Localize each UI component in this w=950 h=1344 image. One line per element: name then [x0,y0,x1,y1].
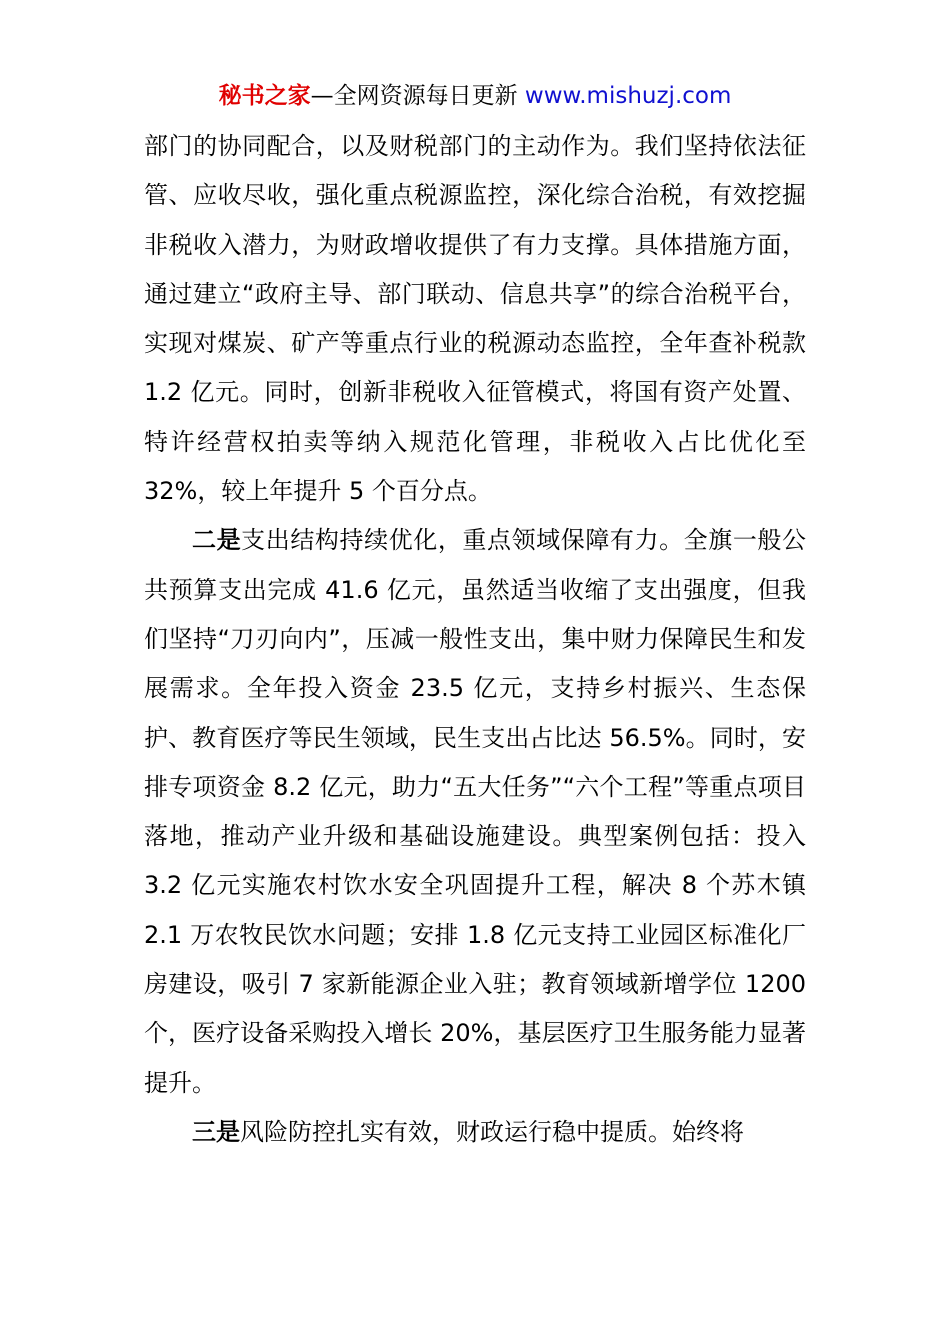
paragraph-text: 风险防控扎实有效，财政运行稳中提质。始终将 [240,1117,744,1146]
header-tagline: —全网资源每日更新 [310,83,525,109]
paragraph-2 [144,516,806,1108]
page-header [0,80,950,112]
paragraph-text: 部门的协同配合，以及财税部门的主动作为。我们坚持依法征管、应收尽收，强化重点税源监控，深化综合治税，有效挖掘非税收入潜力，为财政增收提供了有力支撑。具体措施方面，通过建立“政府主导、部门联动、信息共享”的综合治税平台，实现对煤炭、矿产等重点行业的税源动态监控，全年查补税款 1.2 亿元。同时，创新非税收入征管模式，将国有资产处置、特许经营权拍卖等纳入规范化管理，非税收入占比优化至 32%，较上年提升 5 个百分点。 [144,132,806,506]
paragraph-3 [144,1108,806,1157]
header-brand: 秘书之家 [218,83,311,109]
paragraph-lead: 三是 [192,1117,240,1146]
paragraph-1 [144,122,806,516]
header-site-link[interactable]: www.mishuzj.com [524,83,732,109]
paragraph-lead: 二是 [192,526,242,555]
document-body [144,122,806,1157]
paragraph-text: 支出结构持续优化，重点领域保障有力。全旗一般公共预算支出完成 41.6 亿元，虽然适当收缩了支出强度，但我们坚持“刀刃向内”，压减一般性支出，集中财力保障民生和发展需求。全年投入资金 23.5 亿元，支持乡村振兴、生态保护、教育医疗等民生领域，民生支出占比达 56.5%。同时，安排专项资金 8.2 亿元，助力“五大任务”“六个工程”等重点项目落地，推动产业升级和基础设施建设。典型案例包括：投入 3.2 亿元实施农村饮水安全巩固提升工程，解决 8 个苏木镇 2.1 万农牧民饮水问题；安排 1.8 亿元支持工业园区标准化厂房建设，吸引 7 家新能源企业入驻；教育领域新增学位 1200 个，医疗设备采购投入增长 20%，基层医疗卫生服务能力显著提升。 [144,526,807,1097]
